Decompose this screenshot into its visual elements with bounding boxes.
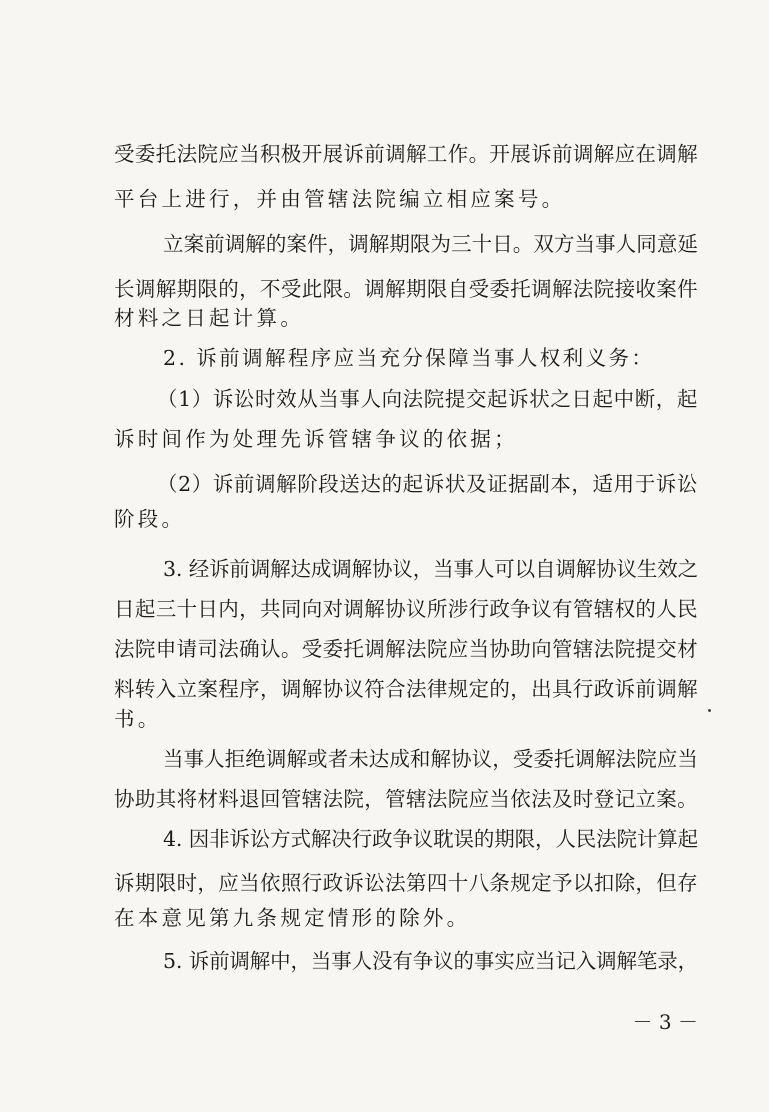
text-line — [0, 941, 769, 981]
page-number: － 3 － — [632, 1010, 698, 1034]
text-line-content: 立案前调解的案件，调解期限为三十日。双方当事人同意延 — [163, 232, 698, 256]
text-line-content: 协助其将材料退回管辖法院，管辖法院应当依法及时登记立案。 — [114, 787, 698, 811]
text-line — [0, 338, 769, 378]
text-line-content: 材料之日起计算。 — [114, 306, 305, 330]
text-line — [0, 863, 769, 903]
text-line — [0, 134, 769, 174]
text-line-content: 在本意见第九条规定情形的除外。 — [114, 906, 471, 930]
text-line-content: 长调解期限的，不受此限。调解期限自受委托调解法院接收案件 — [114, 277, 698, 301]
text-line — [0, 739, 769, 779]
text-line — [0, 464, 769, 504]
text-line-content: 料转入立案程序，调解协议符合法律规定的，出具行政诉前调解 — [114, 677, 698, 701]
scan-speck — [708, 709, 711, 712]
text-line-content: 3. 经诉前调解达成调解协议，当事人可以自调解协议生效之 — [163, 557, 698, 581]
text-line — [0, 699, 769, 739]
text-line — [0, 379, 769, 419]
text-line — [0, 898, 769, 938]
text-line-content: 书。 — [114, 707, 162, 731]
text-line — [0, 549, 769, 589]
text-line — [0, 629, 769, 669]
text-line — [0, 819, 769, 859]
text-line — [0, 224, 769, 264]
text-line-content: 受委托法院应当积极开展诉前调解工作。开展诉前调解应在调解 — [114, 142, 698, 166]
text-line-content: 4. 因非诉讼方式解决行政争议耽误的期限，人民法院计算起 — [163, 827, 698, 851]
text-line-content: 2. 诉前调解程序应当充分保障当事人权利义务： — [163, 346, 655, 370]
text-line-content: （2）诉前调解阶段送达的起诉状及证据副本，适用于诉讼 — [157, 472, 698, 496]
text-line — [0, 298, 769, 338]
text-line — [0, 589, 769, 629]
text-line-content: 平台上进行，并由管辖法院编立相应案号。 — [114, 187, 566, 211]
text-line — [0, 179, 769, 219]
text-line-content: 日起三十日内，共同向对调解协议所涉行政争议有管辖权的人民 — [114, 597, 698, 621]
text-line — [0, 499, 769, 539]
text-line — [0, 779, 769, 819]
text-line-content: 5. 诉前调解中，当事人没有争议的事实应当记入调解笔录， — [163, 949, 698, 973]
text-line-content: 阶段。 — [114, 507, 186, 531]
text-line-content: 当事人拒绝调解或者未达成和解协议，受委托调解法院应当 — [163, 747, 698, 771]
text-line-content: 诉时间作为处理先诉管辖争议的依据； — [114, 427, 518, 451]
text-line-content: 诉期限时，应当依照行政诉讼法第四十八条规定予以扣除，但存 — [114, 871, 698, 895]
text-line-content: 法院申请司法确认。受委托调解法院应当协助向管辖法院提交材 — [114, 637, 698, 661]
text-line-content: （1）诉讼时效从当事人向法院提交起诉状之日起中断，起 — [157, 387, 698, 411]
text-line — [0, 419, 769, 459]
